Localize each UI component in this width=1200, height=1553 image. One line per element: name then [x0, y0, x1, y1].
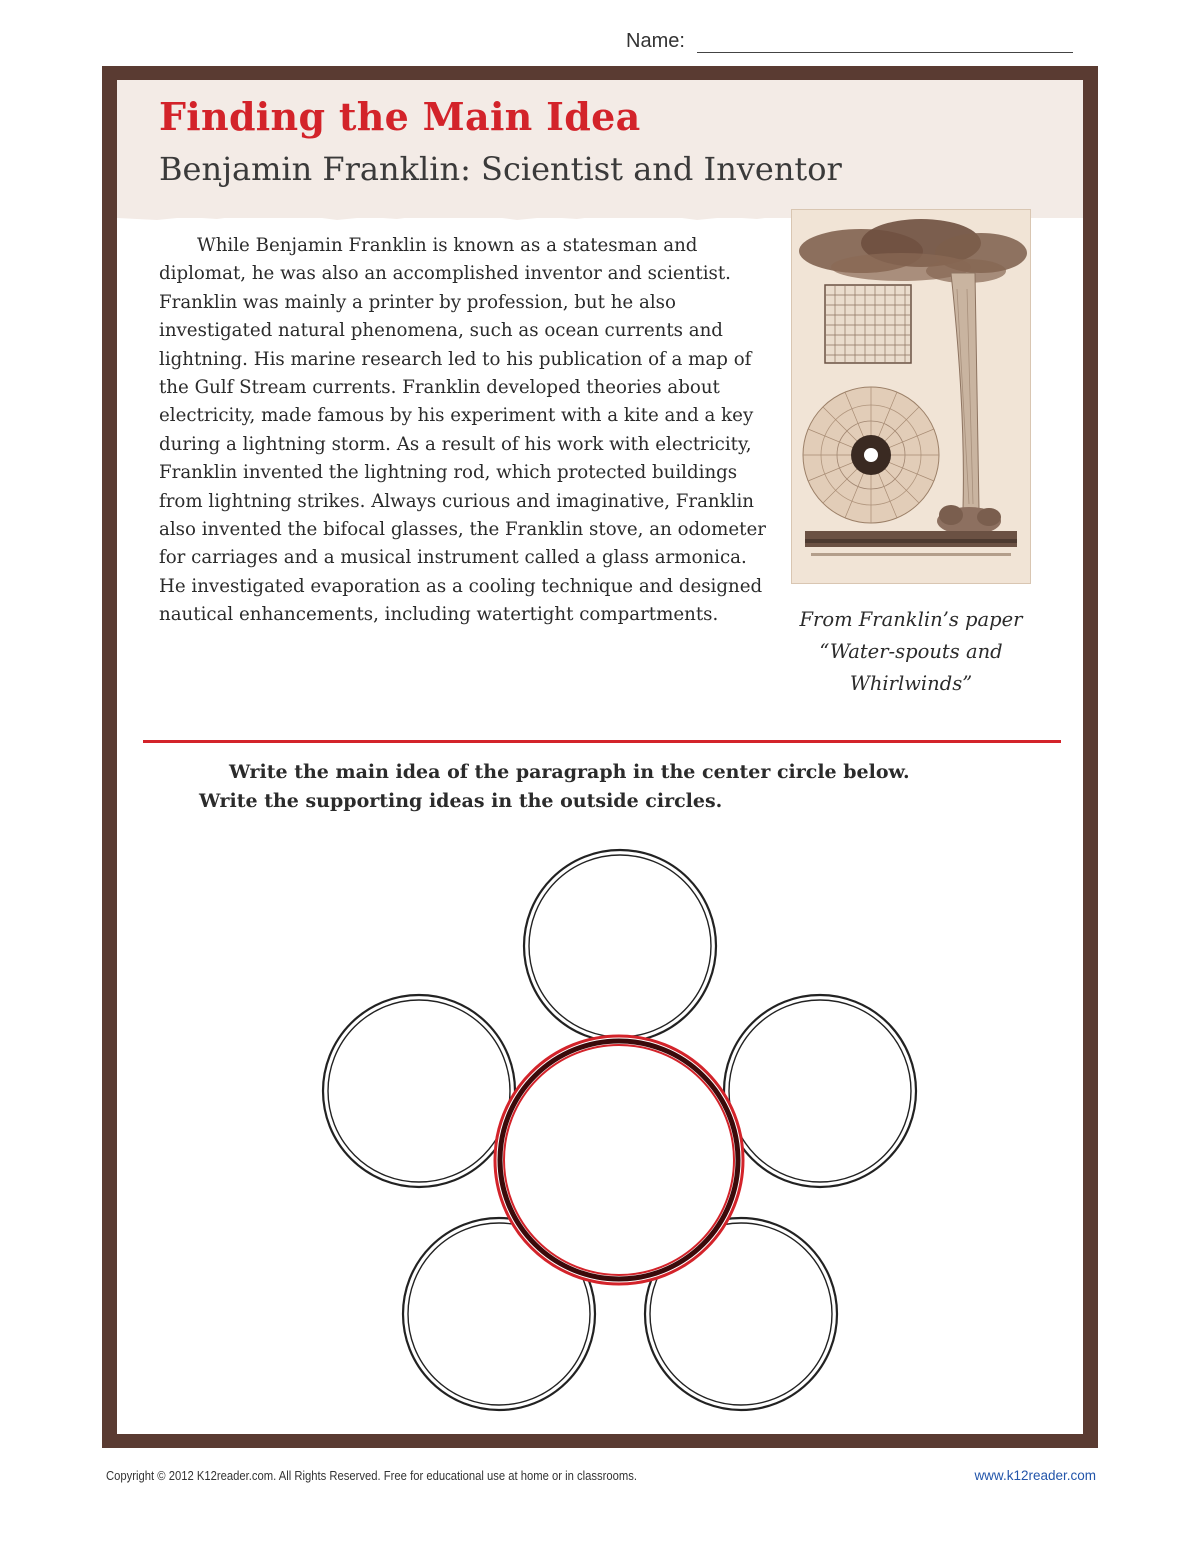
supporting-circle-top[interactable] — [524, 850, 716, 1042]
worksheet-frame — [102, 66, 1098, 1448]
worksheet-body — [117, 80, 1083, 1434]
instruction-line-1: Write the main idea of the paragraph in the center circle below. — [229, 761, 910, 783]
reading-passage: While Benjamin Franklin is known as a statesman and diplomat, he was also an accomplished inventor and scientist. Franklin was mainly a printer by profession, but he also investigated natural phenomena, such as ocean currents and lightning. His marine research led to his publication of a map of the Gulf Stream currents. Franklin developed theories about electricity, made famous by his experiment with a kite and a key during a lightning storm. As a result of his work with electricity, Franklin invented the lightning rod, which protected buildings from lightning strikes. Always curious and imaginative, Franklin also invented the bifocal glasses, the Franklin stove, an odometer for carriages and a musical instrument called a glass armonica. He investigated evaporation as a cooling technique and designed nautical enhancements, including watertight compartments. — [159, 235, 766, 626]
worksheet-subtitle: Benjamin Franklin: Scientist and Inventor — [159, 150, 842, 188]
name-line[interactable] — [697, 32, 1073, 53]
name-label: Name: — [626, 30, 685, 52]
copyright-notice: Copyright © 2012 K12reader.com. All Rights Reserved. Free for educational use at home or in classrooms. — [106, 1469, 638, 1483]
instruction-line-2: Write the supporting ideas in the outside circles. — [199, 790, 723, 812]
main-idea-web — [117, 80, 1083, 1434]
name-field — [626, 30, 1073, 53]
supporting-circle-right[interactable] — [724, 995, 916, 1187]
supporting-circle-left[interactable] — [323, 995, 515, 1187]
website-link[interactable]: www.k12reader.com — [974, 1468, 1096, 1483]
worksheet-title: Finding the Main Idea — [159, 94, 641, 139]
image-caption: From Franklin’s paper “Water-spouts and Whirlwinds” — [799, 608, 1023, 695]
main-idea-center-circle[interactable] — [495, 1036, 743, 1284]
